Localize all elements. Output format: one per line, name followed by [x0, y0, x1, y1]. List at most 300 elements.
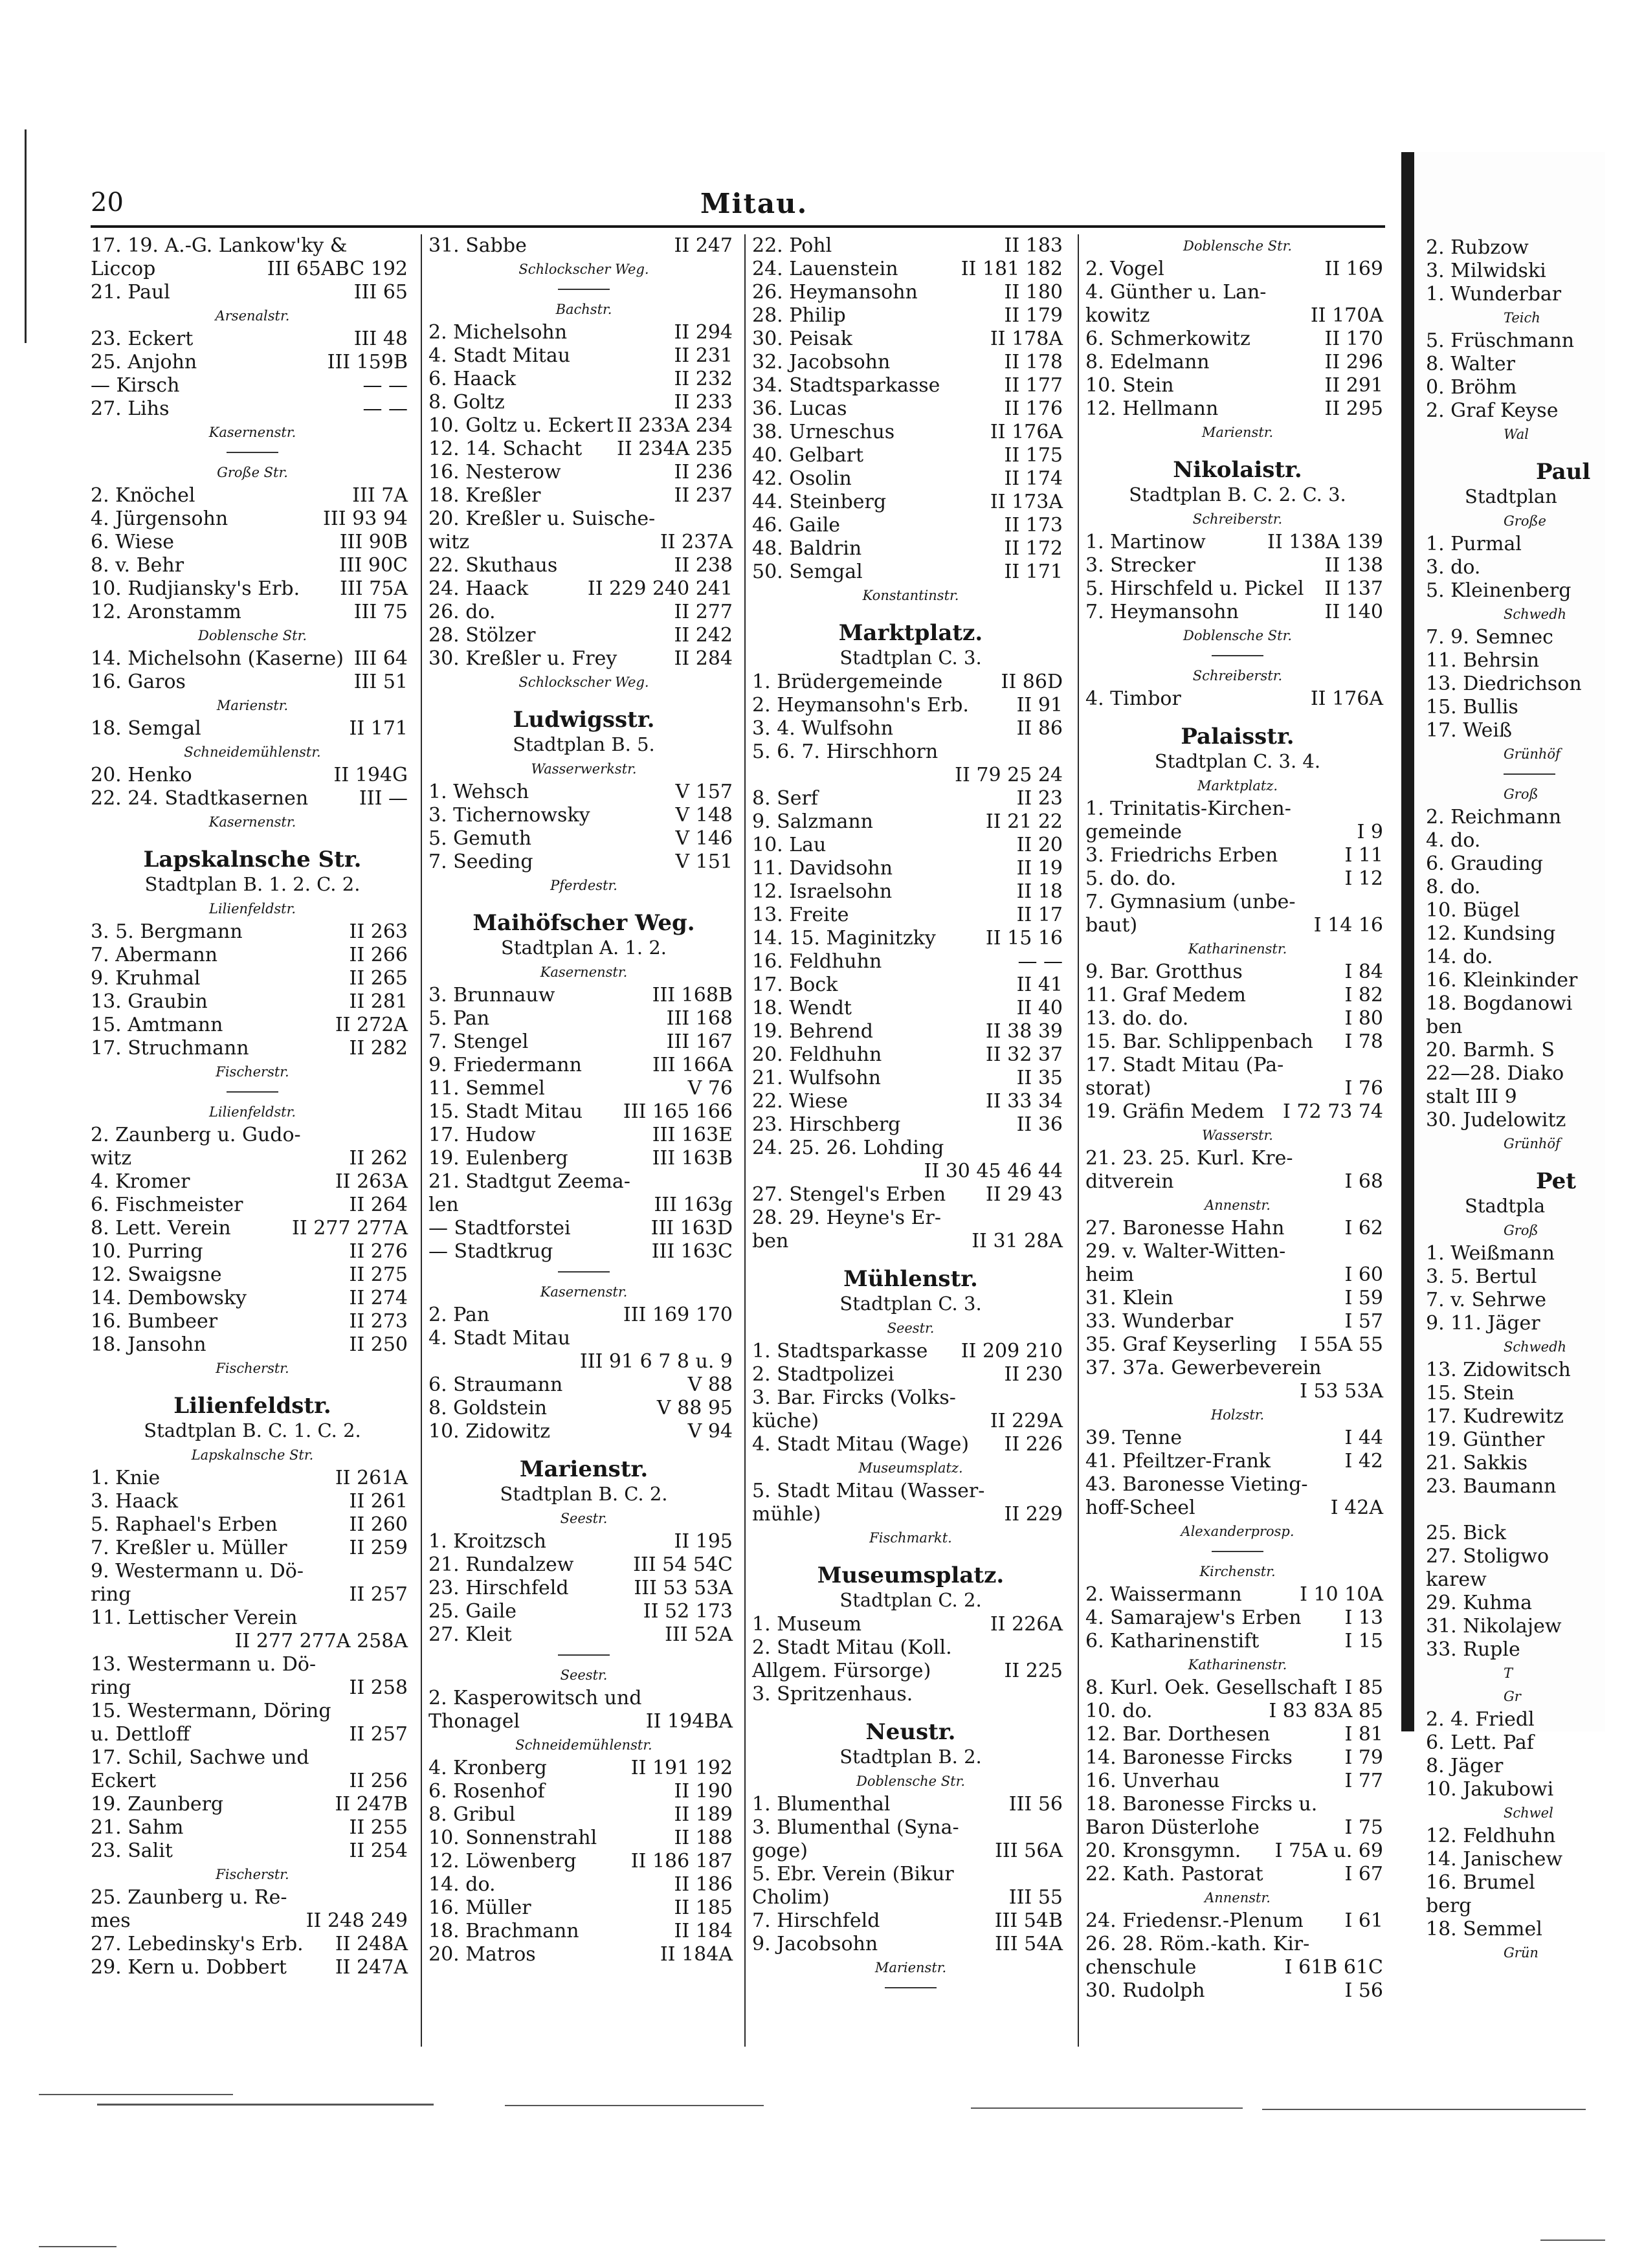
directory-entry: [1426, 1871, 1633, 1895]
entry-reference: II 180: [1004, 281, 1063, 304]
entry-name: 8. Lett. Verein: [91, 1217, 231, 1240]
entry-name: 22. Skuthaus: [428, 554, 558, 577]
entry-name: ben: [752, 1230, 789, 1252]
directory-entry: [1085, 1473, 1390, 1496]
entry-name: 3. Friedrichs Erben: [1085, 844, 1278, 867]
cross-street-label: Museumsplatz.: [858, 1460, 963, 1476]
directory-entry: [428, 1007, 739, 1030]
entry-name: 2. Michelsohn: [428, 321, 568, 344]
entry-reference: II 189: [674, 1803, 733, 1826]
entry-reference: II 282: [349, 1037, 408, 1060]
directory-entry: [752, 1386, 1069, 1410]
entry-reference: II 250: [349, 1333, 408, 1356]
cross-street-label: Wasserstr.: [1202, 1128, 1273, 1143]
entry-name: 14. do.: [428, 1873, 496, 1896]
entry-reference: II 248A: [335, 1933, 408, 1955]
entry-name: 12. Aronstamm: [91, 601, 241, 623]
entry-reference: II 177: [1004, 374, 1063, 397]
directory-entry: [1426, 1708, 1633, 1731]
fragment-column: [1426, 236, 1633, 1964]
entry-reference: V 157: [675, 781, 733, 803]
directory-entry: [428, 1600, 739, 1623]
column-2: [428, 234, 739, 2066]
entry-name: 5. Kleinenberg: [1426, 579, 1572, 602]
entry-name: 10. Stein: [1085, 374, 1174, 397]
entry-name: 20. Barmh. S: [1426, 1039, 1555, 1062]
entry-reference: III 90C: [339, 554, 408, 577]
entry-name: 13. do. do.: [1085, 1007, 1189, 1030]
entry-reference: II 176A: [990, 421, 1063, 443]
directory-entry: [428, 1553, 739, 1577]
adjacent-page-fragment: [1401, 152, 1605, 1961]
directory-entry: [428, 1100, 739, 1124]
cross-street-label: Katharinenstr.: [1188, 1657, 1287, 1673]
directory-entry: [91, 1933, 414, 1956]
entry-reference: II 23: [1016, 787, 1063, 810]
entry-name: 43. Baronesse Vieting-: [1085, 1473, 1308, 1496]
directory-entry: [1426, 1545, 1633, 1568]
cross-street-label: Grünhöf: [1504, 1136, 1561, 1151]
directory-entry: [752, 1433, 1069, 1456]
entry-name: gemeinde: [1085, 821, 1183, 843]
street-heading: Paul: [1536, 459, 1591, 485]
directory-entry: [1085, 1380, 1390, 1403]
directory-entry: [91, 1513, 414, 1537]
entry-name: 21. Sahm: [91, 1816, 184, 1839]
entry-reference: III 54A: [995, 1933, 1063, 1955]
cross-street-label: Grünhöf: [1504, 746, 1561, 762]
directory-entry: [1426, 1522, 1633, 1545]
entry-name: 23. Baumann: [1426, 1475, 1557, 1498]
entry-reference: II 231: [674, 344, 733, 367]
section-divider: [558, 1654, 610, 1656]
directory-entry: [1426, 1475, 1633, 1498]
entry-reference: III 163g: [654, 1194, 733, 1216]
entry-reference: I 62: [1344, 1217, 1383, 1240]
directory-entry: [428, 1896, 739, 1920]
directory-entry: [428, 1240, 739, 1263]
entry-name: 8. Kurl. Oek. Gesellschaft: [1085, 1676, 1337, 1699]
directory-entry: [1085, 1746, 1390, 1770]
entry-name: 3. 5. Bertul: [1426, 1265, 1537, 1288]
entry-name: 7. Stengel: [428, 1030, 529, 1053]
entry-reference: II 237A: [660, 531, 733, 553]
entry-reference: III 90B: [339, 531, 408, 553]
entry-reference: I 15: [1344, 1630, 1383, 1652]
spacer: [428, 694, 739, 703]
entry-name: 11. Lettischer Verein: [91, 1606, 298, 1629]
entry-reference: III 56A: [995, 1840, 1063, 1862]
column-1: [91, 234, 414, 2066]
directory-entry: [91, 1263, 414, 1287]
directory-entry: [752, 281, 1069, 304]
cross-street-label: [1426, 1498, 1633, 1522]
directory-entry: [91, 1124, 414, 1147]
directory-entry: [91, 577, 414, 601]
entry-reference: III 51: [353, 671, 408, 693]
directory-entry: [1085, 351, 1390, 374]
entry-reference: II 36: [1016, 1113, 1063, 1136]
entry-name: 18. Semmel: [1426, 1918, 1542, 1940]
directory-entry: [428, 1530, 739, 1553]
directory-entry: [1085, 1333, 1390, 1357]
directory-entry: [752, 514, 1069, 537]
column-divider: [1078, 234, 1079, 2047]
directory-entry: [428, 1194, 739, 1217]
cross-street-label: Groß: [1504, 786, 1539, 802]
entry-reference: II 35: [1016, 1067, 1063, 1089]
entry-reference: II 277 277A: [292, 1217, 408, 1240]
entry-reference: II 174: [1004, 467, 1063, 490]
cross-street-label: Schreiberstr.: [1192, 668, 1283, 684]
entry-reference: II 195: [674, 1530, 733, 1553]
directory-entry: [1426, 852, 1633, 876]
entry-name: 28. Stölzer: [428, 624, 536, 647]
entry-reference: II 254: [349, 1840, 408, 1862]
section-divider: [1212, 655, 1263, 656]
entry-reference: I 68: [1344, 1170, 1383, 1193]
entry-reference: II 281: [349, 990, 408, 1013]
entry-reference: II 234A 235: [617, 438, 733, 460]
entry-name: 29. Kuhma: [1426, 1592, 1532, 1614]
entry-name: 18. Jansohn: [91, 1333, 206, 1356]
directory-entry: [1426, 329, 1633, 353]
entry-reference: II 32 37: [985, 1043, 1063, 1066]
directory-entry: [752, 421, 1069, 444]
directory-entry: [752, 491, 1069, 514]
directory-entry: [428, 1687, 739, 1710]
entry-reference: II 79 25 24: [955, 764, 1063, 786]
cross-street-label: Fischerstr.: [216, 1361, 289, 1376]
directory-entry: [1426, 876, 1633, 899]
directory-entry: [428, 484, 739, 507]
directory-entry: [1085, 1606, 1390, 1630]
entry-reference: II 186: [674, 1873, 733, 1896]
directory-entry: [1426, 1778, 1633, 1801]
entry-name: 3. Bar. Fircks (Volks-: [752, 1386, 956, 1409]
directory-entry: [1085, 1909, 1390, 1933]
entry-reference: II 238: [674, 554, 733, 577]
directory-entry: [1085, 867, 1390, 891]
entry-reference: III 163B: [652, 1147, 733, 1170]
cross-street-label: Kirchenstr.: [1199, 1564, 1276, 1579]
entry-name: 21. Stadtgut Zeema-: [428, 1170, 630, 1193]
directory-entry: [91, 944, 414, 967]
entry-name: 20. Kreßler u. Suische-: [428, 507, 656, 530]
entry-name: 10. do.: [1085, 1700, 1153, 1722]
entry-reference: I 53 53A: [1300, 1380, 1383, 1403]
map-reference: Stadtplan B. C. 1. C. 2.: [144, 1419, 361, 1441]
directory-entry: [91, 507, 414, 531]
spacer: [428, 897, 739, 906]
entry-reference: V 146: [675, 827, 733, 850]
entry-name: 2. Stadtpolizei: [752, 1363, 894, 1386]
directory-entry: [428, 554, 739, 577]
entry-reference: II 183: [1004, 234, 1063, 257]
spacer: [752, 1253, 1069, 1262]
entry-reference: II 138: [1324, 554, 1383, 577]
entry-name: 33. Ruple: [1426, 1638, 1520, 1661]
entry-name: 15. Stein: [1426, 1382, 1515, 1405]
entry-name: Cholim): [752, 1886, 830, 1909]
street-heading: Mühlenstr.: [843, 1266, 978, 1292]
directory-entry: [91, 1560, 414, 1583]
entry-name: 27. Lihs: [91, 397, 170, 420]
entry-name: 15. Stadt Mitau: [428, 1100, 583, 1123]
cross-street-label: Große Str.: [217, 465, 288, 480]
directory-entry: [91, 1217, 414, 1240]
entry-reference: II 258: [349, 1676, 408, 1699]
entry-name: 30. Judelowitz: [1426, 1109, 1566, 1131]
entry-name: 15. Westermann, Döring: [91, 1700, 331, 1722]
entry-name: 4. Samarajew's Erben: [1085, 1606, 1302, 1629]
entry-name: 31. Sabbe: [428, 234, 527, 257]
directory-entry: [752, 764, 1069, 787]
spacer: [1085, 444, 1390, 453]
directory-entry: [752, 351, 1069, 374]
cross-street-label: Schlockscher Weg.: [518, 261, 649, 277]
directory-entry: [1426, 1592, 1633, 1615]
entry-name: 27. Stoligwo: [1426, 1545, 1550, 1568]
entry-reference: III 55: [1008, 1886, 1063, 1909]
directory-entry: [752, 374, 1069, 397]
directory-entry: [428, 1577, 739, 1600]
directory-entry: [91, 1333, 414, 1357]
directory-entry: [91, 1240, 414, 1263]
map-reference: Stadtplan: [1465, 485, 1557, 507]
directory-entry: [91, 1147, 414, 1170]
entry-reference: V 88: [687, 1373, 733, 1396]
directory-entry: [752, 1137, 1069, 1160]
entry-name: 20. Kronsgymn.: [1085, 1840, 1241, 1862]
entry-name: mühle): [752, 1503, 821, 1526]
entry-reference: I 61B 61C: [1284, 1956, 1383, 1979]
entry-reference: II 263A: [335, 1170, 408, 1193]
entry-name: 4. Kronberg: [428, 1757, 547, 1779]
entry-name: 13. Graubin: [91, 990, 208, 1013]
column-divider: [421, 234, 422, 2047]
entry-reference: III 167: [666, 1030, 733, 1053]
directory-entry: [752, 810, 1069, 834]
entry-name: 11. Semmel: [428, 1077, 545, 1100]
entry-name: 38. Urneschus: [752, 421, 895, 443]
scan-artifact-line: [97, 2104, 434, 2106]
directory-entry: [1426, 556, 1633, 579]
entry-reference: I 12: [1344, 867, 1383, 890]
directory-entry: [428, 1780, 739, 1803]
entry-name: 8. Jäger: [1426, 1755, 1504, 1777]
directory-entry: [1426, 899, 1633, 922]
street-heading: Marktplatz.: [838, 620, 983, 646]
entry-reference: III 159B: [327, 351, 408, 373]
entry-name: 3. Strecker: [1085, 554, 1195, 577]
directory-entry: [1085, 1217, 1390, 1240]
section-divider: [558, 289, 610, 290]
entry-name: 2. 4. Friedl: [1426, 1708, 1535, 1731]
cross-street-label: Bachstr.: [555, 302, 612, 317]
directory-entry: [91, 1676, 414, 1700]
entry-name: 3. 5. Bergmann: [91, 920, 243, 943]
entry-reference: II 242: [674, 624, 733, 647]
directory-entry: [428, 368, 739, 391]
entry-name: 28. 29. Heyne's Er-: [752, 1206, 941, 1229]
directory-entry: [1426, 1895, 1633, 1918]
entry-name: 2. Kasperowitsch und: [428, 1687, 642, 1709]
entry-reference: I 10 10A: [1300, 1583, 1383, 1606]
directory-entry: [1426, 1359, 1633, 1382]
cross-street-label: Marienstr.: [874, 1960, 947, 1975]
entry-name: 15. Bullis: [1426, 696, 1518, 718]
cross-street-label: Doblensche Str.: [198, 628, 307, 643]
directory-entry: [1426, 1382, 1633, 1405]
cross-street-label: Doblensche Str.: [1183, 238, 1292, 254]
entry-reference: — —: [362, 397, 408, 420]
map-reference: Stadtplan C. 3.: [839, 1293, 982, 1315]
entry-name: 16. Brumel: [1426, 1871, 1535, 1894]
directory-entry: [91, 1770, 414, 1793]
directory-entry: [428, 1803, 739, 1827]
directory-entry: [91, 647, 414, 671]
entry-reference: III 75: [353, 601, 408, 623]
entry-name: 25. Bick: [1426, 1522, 1506, 1544]
column-4: [1085, 234, 1390, 2066]
entry-name: 7. Heymansohn: [1085, 601, 1239, 623]
entry-name: 12. Swaigsne: [91, 1263, 222, 1286]
entry-reference: II 173: [1004, 514, 1063, 537]
entry-reference: II 225: [1004, 1660, 1063, 1682]
scan-artifact-line: [1262, 2109, 1586, 2110]
entry-reference: I 75: [1344, 1816, 1383, 1839]
entry-name: 1. Stadtsparkasse: [752, 1340, 928, 1362]
directory-entry: [1426, 946, 1633, 969]
directory-entry: [91, 1816, 414, 1840]
directory-entry: [428, 1030, 739, 1054]
directory-entry: [91, 920, 414, 944]
entry-name: 3. Spritzenhaus.: [752, 1683, 913, 1706]
entry-name: 31. Klein: [1085, 1287, 1173, 1309]
entry-reference: I 13: [1344, 1606, 1383, 1629]
entry-name: 9. Friedermann: [428, 1054, 582, 1076]
cross-street-label: Marktplatz.: [1197, 778, 1278, 794]
entry-name: 10. Rudjiansky's Erb.: [91, 577, 300, 600]
directory-entry: [1426, 992, 1633, 1016]
entry-name: 7. Gymnasium (unbe-: [1085, 891, 1296, 913]
directory-entry: [1426, 626, 1633, 649]
directory-entry: [1085, 304, 1390, 328]
entry-reference: II 296: [1324, 351, 1383, 373]
entry-reference: III 163E: [652, 1124, 733, 1146]
entry-name: 4. Stadt Mitau (Wage): [752, 1433, 970, 1456]
directory-entry: [1085, 914, 1390, 937]
directory-entry: [428, 1420, 739, 1443]
entry-reference: II 266: [349, 944, 408, 966]
directory-entry: [91, 1467, 414, 1490]
entry-reference: I 44: [1344, 1427, 1383, 1449]
entry-reference: I 67: [1344, 1863, 1383, 1885]
entry-name: 17. Stadt Mitau (Pa-: [1085, 1054, 1284, 1076]
entry-name: 9. Salzmann: [752, 810, 873, 833]
directory-entry: [1426, 1062, 1633, 1085]
entry-reference: II 17: [1016, 904, 1063, 926]
entry-reference: I 77: [1344, 1770, 1383, 1792]
entry-name: 0. Bröhm: [1426, 376, 1517, 399]
entry-name: 32. Jacobsohn: [752, 351, 891, 373]
directory-entry: [1426, 376, 1633, 399]
entry-reference: III 54 54C: [633, 1553, 733, 1576]
entry-name: u. Dettloff: [91, 1723, 190, 1746]
entry-reference: II 169: [1324, 258, 1383, 280]
directory-entry: [91, 1037, 414, 1060]
entry-reference: I 79: [1344, 1746, 1383, 1769]
directory-entry: [1085, 1450, 1390, 1473]
entry-name: 8. do.: [1426, 876, 1481, 898]
entry-name: 9. Westermann u. Dö-: [91, 1560, 304, 1583]
directory-entry: [1085, 1077, 1390, 1100]
cross-street-label: Alexanderprosp.: [1181, 1524, 1294, 1539]
directory-entry: [752, 1886, 1069, 1909]
directory-entry: [752, 880, 1069, 904]
entry-name: 17. Schil, Sachwe und: [91, 1746, 309, 1769]
directory-entry: [91, 1653, 414, 1676]
entry-reference: II 265: [349, 967, 408, 990]
directory-entry: [1085, 1933, 1390, 1956]
entry-name: 20. Henko: [91, 764, 192, 786]
entry-name: 10. Sonnenstrahl: [428, 1827, 597, 1849]
entry-name: 24. Friedensr.-Plenum: [1085, 1909, 1304, 1932]
directory-entry: [428, 234, 739, 258]
entry-name: 16. Feldhuhn: [752, 950, 882, 973]
entry-reference: V 151: [675, 850, 733, 873]
street-heading: Neustr.: [865, 1719, 956, 1745]
entry-name: 12. Löwenberg: [428, 1850, 577, 1873]
cross-street-label: Doblensche Str.: [856, 1773, 965, 1789]
spacer: [91, 834, 414, 843]
entry-name: 22. Wiese: [752, 1090, 849, 1113]
directory-entry: [1085, 1240, 1390, 1263]
cross-street-label: Pferdestr.: [550, 878, 617, 893]
entry-reference: I 9: [1357, 821, 1383, 843]
entry-name: 30. Kreßler u. Frey: [428, 647, 617, 670]
entry-reference: I 61: [1344, 1909, 1383, 1932]
entry-name: 21. Wulfsohn: [752, 1067, 881, 1089]
directory-entry: [91, 1170, 414, 1194]
directory-entry: [428, 531, 739, 554]
entry-reference: II 31 28A: [972, 1230, 1063, 1252]
entry-name: 5. 6. 7. Hirschhorn: [752, 740, 939, 763]
directory-entry: [91, 328, 414, 351]
directory-entry: [428, 414, 739, 438]
directory-entry: [428, 1920, 739, 1943]
cross-street-label: Grün: [1504, 1945, 1539, 1961]
directory-entry: [91, 258, 414, 281]
entry-reference: II 264: [349, 1194, 408, 1216]
entry-name: 33. Wunderbar: [1085, 1310, 1234, 1333]
directory-entry: [428, 850, 739, 874]
directory-entry: [752, 258, 1069, 281]
entry-reference: II 274: [349, 1287, 408, 1309]
directory-entry: [752, 1020, 1069, 1043]
entry-reference: II 272A: [335, 1014, 408, 1036]
entry-name: 1. Knie: [91, 1467, 161, 1489]
entry-name: 16. Kleinkinder: [1426, 969, 1578, 992]
page-title: Mitau.: [700, 188, 808, 219]
entry-name: 2. Zaunberg u. Gudo-: [91, 1124, 301, 1146]
entry-name: 46. Gaile: [752, 514, 841, 537]
entry-reference: II 172: [1004, 537, 1063, 560]
entry-reference: V 148: [675, 804, 733, 827]
entry-name: 48. Baldrin: [752, 537, 862, 560]
directory-entry: [752, 973, 1069, 997]
